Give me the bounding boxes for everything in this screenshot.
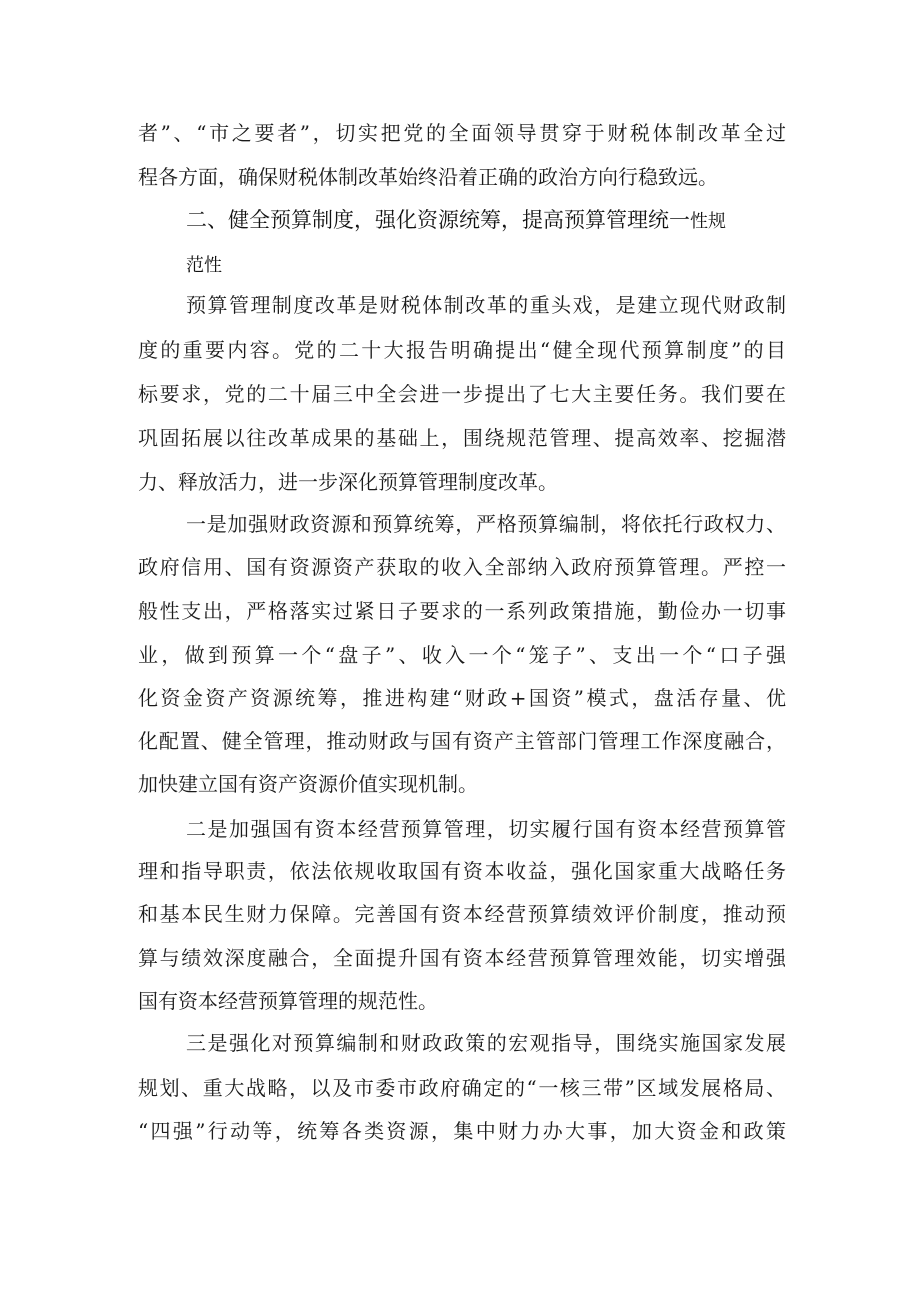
text-line: 国有资本经营预算管理的规范性。	[138, 989, 438, 1013]
text-line: 巩固拓展以往改革成果的基础上，围绕规范管理、提高效率、挖掘潜	[138, 426, 786, 450]
text-line: 度的重要内容。党的二十大报告明确提出“健全现代预算制度”的目	[138, 338, 786, 362]
text-line: 化资金资产资源统筹，推进构建“财政+国资”模式，盘活存量、优	[138, 686, 786, 710]
section-heading	[186, 206, 726, 236]
text-line: 和基本民生财力保障。完善国有资本经营预算绩效评价制度，推动预	[138, 902, 786, 926]
section-heading-tail: 性规	[690, 211, 726, 232]
section-heading-line2: 范性	[186, 255, 222, 276]
section-heading-continued	[186, 250, 222, 280]
text-line: 三是强化对预算编制和财政政策的宏观指导，围绕实施国家发展	[186, 1031, 786, 1055]
text-line: 规划、重大战略，以及市委市政府确定的“一核三带”区域发展格局、	[138, 1076, 786, 1100]
text-line: 预算管理制度改革是财税体制改革的重头戏，是建立现代财政制	[186, 293, 786, 317]
text-line: 力、释放活力，进一步深化预算管理制度改革。	[138, 470, 558, 494]
text-line: 标要求，党的二十届三中全会进一步提出了七大主要任务。我们要在	[138, 382, 786, 406]
text-line: 政府信用、国有资源资产获取的收入全部纳入政府预算管理。严控一	[138, 555, 786, 579]
text-line: 化配置、健全管理，推动财政与国有资产主管部门管理工作深度融合，	[138, 729, 786, 753]
text-line: 一是加强财政资源和预算统筹，严格预算编制，将依托行政权力、	[186, 512, 786, 536]
text-line: 算与绩效深度融合，全面提升国有资本经营预算管理效能，切实增强	[138, 946, 786, 970]
section-heading-main: 二、健全预算制度，强化资源统筹，提高预算管理统一	[186, 208, 690, 232]
text-line: 般性支出，严格落实过紧日子要求的一系列政策措施，勤俭办一切事	[138, 599, 786, 623]
text-line: “四强”行动等，统筹各类资源，集中财力办大事，加大资金和政策	[138, 1119, 786, 1143]
text-line: 理和指导职责，依法依规收取国有资本收益，强化国家重大战略任务	[138, 859, 786, 883]
text-line: 二是加强国有资本经营预算管理，切实履行国有资本经营预算管	[186, 817, 786, 841]
text-line: 程各方面，确保财税体制改革始终沿着正确的政治方向行稳致远。	[138, 165, 718, 189]
text-line: 加快建立国有资产资源价值实现机制。	[138, 772, 478, 796]
text-line: 业，做到预算一个“盘子”、收入一个“笼子”、支出一个“口子强	[138, 643, 786, 667]
text-line: 者”、“市之要者”，切实把党的全面领导贯穿于财税体制改革全过	[138, 121, 786, 145]
